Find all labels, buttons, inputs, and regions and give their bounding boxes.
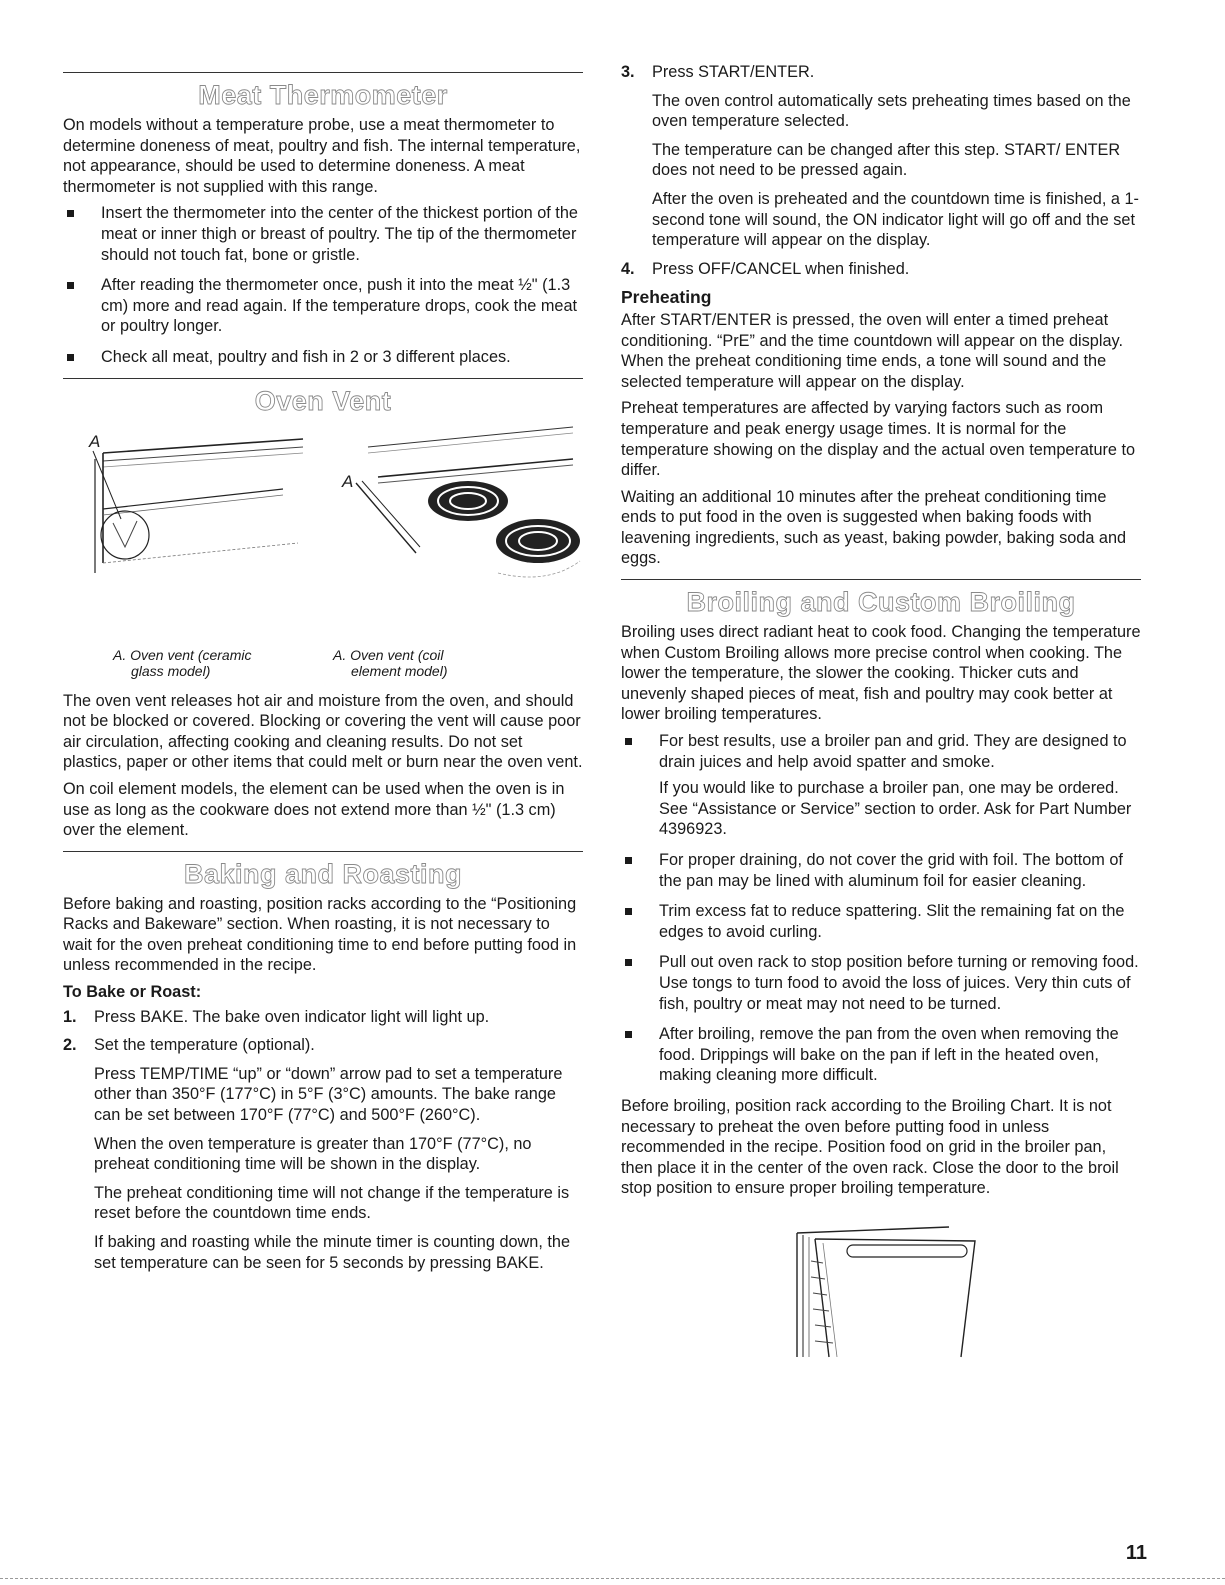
section-divider bbox=[63, 851, 583, 852]
list-item: Pull out oven rack to stop position before turning or removing food. Use tongs to turn food to avoid the loss of juices. Very thin cuts of fish, poultry or meat may not need to be turned. bbox=[621, 952, 1141, 1014]
figure-captions bbox=[63, 647, 583, 679]
broiling-intro: Broiling uses direct radiant heat to cook food. Changing the temperature when Custom Broiling allows more precise control when cooking. The lower the temperature, the slower the cooking. Thicker cuts and unevenly shaped pieces of meat, fish and poultry may cook better at lower broiling temperatures. bbox=[621, 623, 1141, 724]
step-number: 3. bbox=[621, 63, 635, 81]
callout-a: A bbox=[342, 471, 354, 491]
step-number: 4. bbox=[621, 259, 635, 278]
bullet-icon bbox=[625, 857, 632, 864]
preheating-paragraph-2: Preheat temperatures are affected by varying factors such as room temperature and peak energy usage times. It is normal for the temperature showing on the display and the actual oven temperature to differ. bbox=[621, 399, 1136, 480]
bake-steps-continued bbox=[621, 62, 1141, 279]
caption-coil-element: A. Oven vent (coil element model) bbox=[333, 646, 448, 679]
preheating-paragraph-1: After START/ENTER is pressed, the oven will enter a timed preheat conditioning. “PrE” and the time countdown will appear on the display. When the preheat conditioning time ends, a tone will sound and the selected temperature will appear on the display. bbox=[621, 310, 1123, 391]
step-number: 2. bbox=[63, 1036, 77, 1055]
bullet-icon bbox=[67, 282, 74, 289]
left-column bbox=[63, 62, 583, 1281]
list-item: Check all meat, poultry and fish in 2 or 3 different places. bbox=[63, 347, 583, 368]
meat-thermometer-heading: Meat Thermometer bbox=[198, 80, 448, 110]
baking-heading: Baking and Roasting bbox=[183, 858, 463, 889]
preheating-heading: Preheating bbox=[621, 287, 712, 308]
oven-vent-figures bbox=[63, 423, 583, 645]
page-number: 11 bbox=[1125, 1542, 1147, 1564]
baking-intro: Before baking and roasting, position racks according to the “Positioning Racks and Bakeware” section. When roasting, it is not necessary to wait for the oven preheat conditioning time to end before putting food in unless recommended in the recipe. bbox=[63, 894, 577, 975]
caption-ceramic-glass: A. Oven vent (ceramic glass model) bbox=[113, 646, 252, 679]
ceramic-glass-vent-illustration bbox=[63, 423, 313, 603]
list-item: After broiling, remove the pan from the oven when removing the food. Drippings will bake on the pan if left in the heated oven, making cleaning more difficult. bbox=[621, 1024, 1141, 1086]
broiling-outro: Before broiling, position rack according to the Broiling Chart. It is not necessary to preheat the oven before putting food in unless recommended in the recipe. Position food on grid in the broiler pan, then place it in the center of the oven rack. Close the door to the broil stop position to ensure proper broiling temperature. bbox=[621, 1096, 1119, 1198]
bullet-icon bbox=[625, 908, 632, 915]
oven-vent-heading: Oven Vent bbox=[254, 385, 392, 416]
list-item: For best results, use a broiler pan and grid. They are designed to drain juices and help avoid spatter and smoke. If you would like to purchase a broiler pan, one may be ordered. See “Assistance or Service” section to order. Ask for Part Number 4396923. bbox=[621, 731, 1141, 840]
right-column bbox=[621, 62, 1141, 1361]
list-item: For proper draining, do not cover the grid with foil. The bottom of the pan may be lined with aluminum foil for easier cleaning. bbox=[621, 850, 1141, 891]
broiling-heading: Broiling and Custom Broiling bbox=[686, 587, 1076, 618]
list-item: 2. Set the temperature (optional). Press TEMP/TIME “up” or “down” arrow pad to set a temperature other than 350°F (177°C) in 5°F (3°C) amounts. The bake range can be set between 170°F (77°C) and 500°F (260°C). When the oven temperature is greater than 170°F (77°C), no preheat conditioning time will be shown in the display. The preheat conditioning time will not change if the temperature is reset before the countdown time ends. If baking and roasting while the minute timer is counting down, the set temperature can be seen for 5 seconds by pressing BAKE. bbox=[63, 1036, 571, 1272]
page-bottom-border bbox=[0, 1578, 1225, 1579]
callout-a: A bbox=[89, 431, 101, 451]
preheating-paragraph-3: Waiting an additional 10 minutes after the preheat conditioning time ends to put food in the oven is suggested when baking foods with leavening ingredients, such as yeast, baking powder, baking soda and eggs. bbox=[621, 487, 1127, 568]
bullet-icon bbox=[67, 354, 74, 361]
broiling-list bbox=[621, 731, 1141, 1086]
bake-steps bbox=[63, 1007, 583, 1274]
oven-vent-paragraph-1: The oven vent releases hot air and moisture from the oven, and should not be blocked or covered. Blocking or covering the vent will cause poor air circulation, affecting cooking and cleaning results. Do not set plastics, paper or other items that could melt or burn near the oven vent. bbox=[63, 691, 583, 772]
section-divider bbox=[63, 72, 583, 73]
oven-vent-paragraph-2: On coil element models, the element can be used when the oven is in use as long as the cookware does not extend more than ½" (1.3 cm) over the element. bbox=[63, 779, 565, 840]
list-item: 3. Press START/ENTER. The oven control automatically sets preheating times based on the oven temperature selected. The temperature can be changed after this step. START/ ENTER does not need to be pressed again. After the oven is preheated and the countdown time is finished, a 1-second tone will sound, the ON indicator light will go off and the set temperature will appear on the display. bbox=[621, 63, 1139, 250]
list-item: 4. Press OFF/CANCEL when finished. bbox=[621, 259, 910, 278]
step-number: 1. bbox=[63, 1007, 77, 1026]
broil-door-figure bbox=[621, 1221, 1141, 1361]
coil-element-vent-illustration bbox=[342, 423, 588, 613]
section-divider bbox=[621, 579, 1141, 580]
oven-door-broil-stop-illustration bbox=[789, 1221, 989, 1361]
meat-thermometer-list bbox=[63, 203, 583, 367]
list-item: After reading the thermometer once, push it into the meat ½" (1.3 cm) more and read again. If the temperature drops, cook the meat or poultry longer. bbox=[63, 275, 583, 337]
bullet-icon bbox=[625, 1031, 632, 1038]
list-item: Insert the thermometer into the center of the thickest portion of the meat or inner thigh or breast of poultry. The tip of the thermometer should not touch fat, bone or gristle. bbox=[63, 203, 583, 265]
bullet-icon bbox=[625, 959, 632, 966]
bullet-icon bbox=[67, 210, 74, 217]
bake-subheading: To Bake or Roast: bbox=[63, 983, 202, 1002]
list-item: Trim excess fat to reduce spattering. Slit the remaining fat on the edges to avoid curling. bbox=[621, 901, 1141, 942]
bullet-icon bbox=[625, 738, 632, 745]
meat-thermometer-intro: On models without a temperature probe, use a meat thermometer to determine doneness of meat, poultry and fish. The internal temperature, not appearance, should be used to determine doneness. A meat thermometer is not supplied with this range. bbox=[63, 116, 581, 196]
section-divider bbox=[63, 378, 583, 379]
list-item: 1. Press BAKE. The bake oven indicator light will light up. bbox=[63, 1007, 490, 1026]
